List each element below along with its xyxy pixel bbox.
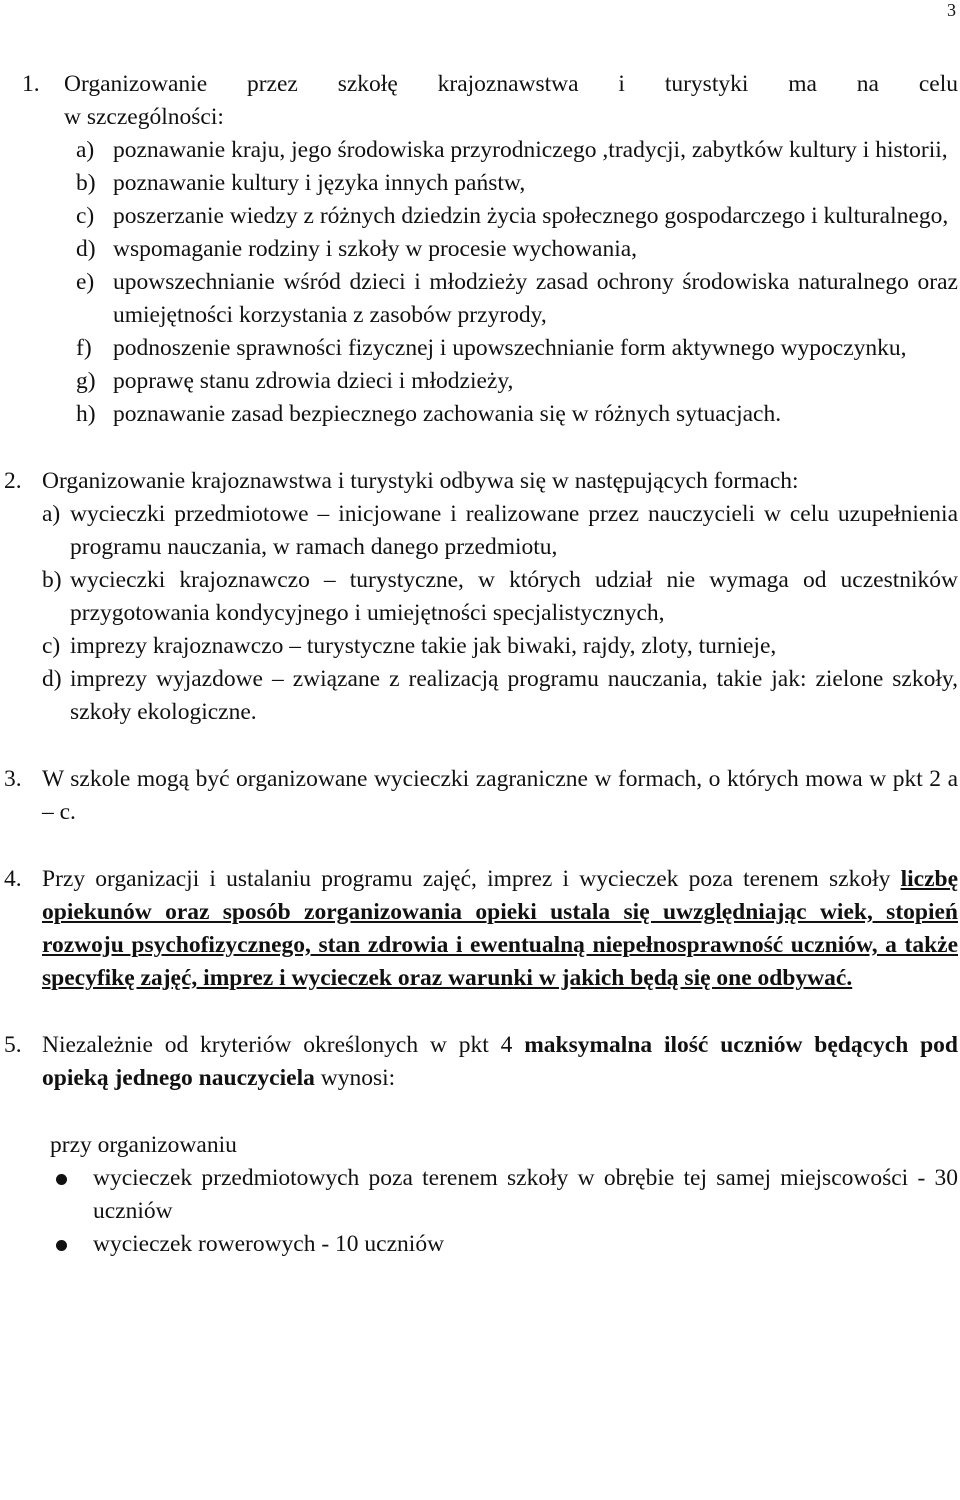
list-item-2c: [0, 630, 958, 663]
organizing-heading: przy organizowaniu: [50, 1132, 237, 1158]
spacer: [0, 431, 958, 465]
list-item-2d: [0, 663, 958, 729]
item-letter: b): [42, 567, 62, 593]
item-text: podnoszenie sprawności fizycznej i upowszechnianie form aktywnego wypoczynku,: [113, 335, 907, 361]
point-2: [0, 465, 958, 729]
point-4-text-bold: liczbę opiekunów oraz sposób zorganizowania opieki ustala się uwzględniając wiek, stopień rozwoju psychofizycznego, stan zdrowia i ewentualną niepełnosprawność uczniów, a także specyfikę zajęć, imprez i wycieczek oraz warunki w jakich będą się one odbywać.: [42, 866, 958, 991]
list-item-2b: [0, 564, 958, 630]
point-5-number: 5.: [4, 1032, 22, 1058]
spacer: [0, 729, 958, 763]
document-body: [0, 68, 958, 1261]
item-text: wycieczki przedmiotowe – inicjowane i realizowane przez nauczycieli w celu uzupełnienia programu nauczania, w ramach danego przedmiotu,: [70, 501, 958, 560]
bullet-item-2: [0, 1228, 958, 1261]
item-letter: b): [76, 170, 96, 196]
item-letter: d): [76, 236, 96, 262]
list-item-1b: [0, 167, 958, 200]
item-text: upowszechnianie wśród dzieci i młodzieży zasad ochrony środowiska naturalnego oraz umiejętności korzystania z zasobów przyrody,: [113, 269, 958, 328]
item-letter: f): [76, 335, 92, 361]
point-5-text-plain: Niezależnie od kryteriów określonych w pkt 4: [42, 1032, 513, 1058]
spacer: [0, 829, 958, 863]
item-letter: c): [76, 203, 95, 229]
item-text: wspomaganie rodziny i szkoły w procesie wychowania,: [113, 236, 638, 262]
spacer: [0, 1095, 958, 1129]
organizing-bullets: [0, 1162, 958, 1261]
item-letter: h): [76, 401, 96, 427]
item-letter: a): [76, 137, 95, 163]
bullet-icon: [56, 1240, 67, 1251]
list-item-1e: [0, 266, 958, 332]
item-letter: e): [76, 269, 95, 295]
item-text: poznawanie kultury i języka innych państw,: [113, 170, 526, 196]
bullet-item-1: [0, 1162, 958, 1228]
point-2-number: 2.: [4, 468, 22, 494]
item-letter: a): [42, 501, 61, 527]
point-1-lead-line2-row: [0, 101, 958, 134]
item-text: poprawę stanu zdrowia dzieci i młodzieży,: [113, 368, 514, 394]
point-1-lead-line2: w szczególności:: [64, 104, 224, 130]
item-letter: g): [76, 368, 96, 394]
list-item-1g: [0, 365, 958, 398]
point-1-lead-line1: Organizowanie przez szkołę krajoznawstwa i turystyki ma na celu: [64, 71, 958, 97]
item-text: imprezy wyjazdowe – związane z realizacją programu nauczania, takie jak: zielone szkoły, szkoły ekologiczne.: [70, 666, 958, 725]
list-item-2a: [0, 498, 958, 564]
page-number: 3: [947, 0, 956, 20]
item-text: poznawanie zasad bezpiecznego zachowania się w różnych sytuacjach.: [113, 401, 782, 427]
bullet-text: wycieczek rowerowych - 10 uczniów: [93, 1231, 445, 1257]
bullet-icon: [56, 1174, 67, 1185]
point-1-lead: [0, 68, 958, 101]
point-2-list: [0, 498, 958, 729]
item-text: wycieczki krajoznawczo – turystyczne, w których udział nie wymaga od uczestników przygotowania kondycyjnego i umiejętności specjalistycznych,: [70, 567, 958, 626]
list-item-1d: [0, 233, 958, 266]
point-1-list: [0, 134, 958, 431]
item-letter: d): [42, 666, 62, 692]
point-5: [0, 1029, 958, 1095]
list-item-1f: [0, 332, 958, 365]
list-item-1c: [0, 200, 958, 233]
item-letter: c): [42, 633, 61, 659]
bullet-text: wycieczek przedmiotowych poza terenem szkoły w obrębie tej samej miejscowości - 30 uczniów: [93, 1165, 958, 1224]
item-text: poznawanie kraju, jego środowiska przyrodniczego ,tradycji, zabytków kultury i historii,: [113, 137, 948, 163]
point-5-text-end: wynosi:: [320, 1065, 396, 1091]
point-3: [0, 763, 958, 829]
point-4-text-plain: Przy organizacji i ustalaniu programu zajęć, imprez i wycieczek poza terenem szkoły: [42, 866, 891, 892]
point-3-text: W szkole mogą być organizowane wycieczki zagraniczne w formach, o których mowa w pkt 2 a – c.: [42, 766, 958, 825]
item-text: imprezy krajoznawczo – turystyczne takie jak biwaki, rajdy, zloty, turnieje,: [70, 633, 777, 659]
point-2-lead: Organizowanie krajoznawstwa i turystyki odbywa się w następujących formach:: [42, 468, 799, 494]
list-item-1a: [0, 134, 958, 167]
point-1: [0, 68, 958, 431]
list-item-1h: [0, 398, 958, 431]
item-text: poszerzanie wiedzy z różnych dziedzin życia społecznego gospodarczego i kulturalnego,: [113, 203, 949, 229]
spacer: [0, 995, 958, 1029]
point-1-number: 1.: [22, 71, 40, 97]
point-4: [0, 863, 958, 995]
point-5-text-bold: maksymalna ilość uczniów będących pod opieką jednego nauczyciela: [42, 1032, 958, 1091]
point-4-number: 4.: [4, 866, 22, 892]
point-3-number: 3.: [4, 766, 22, 792]
